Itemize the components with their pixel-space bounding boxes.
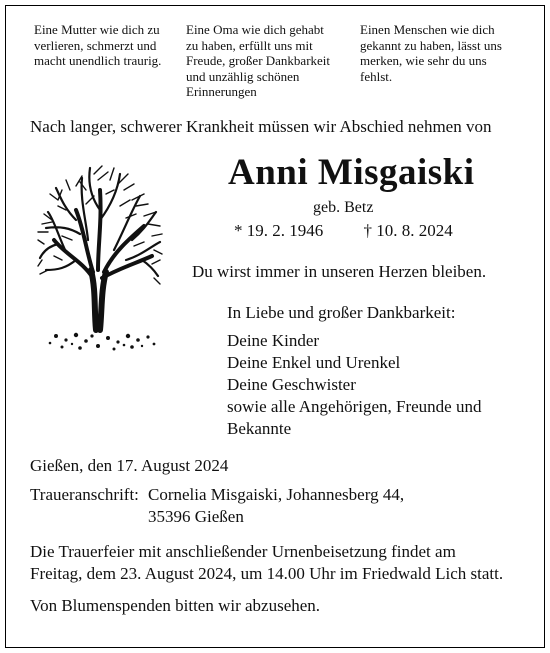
mourning-address <box>30 484 404 528</box>
quote-line: Eine Oma wie dich gehabt <box>186 22 324 37</box>
birth-date: * 19. 2. 1946 <box>234 221 324 240</box>
tree-icon <box>36 160 164 355</box>
quote-line: verlieren, schmerzt und <box>34 37 157 53</box>
deceased-name: Anni Misgaiski <box>228 152 475 193</box>
quote-line: merken, wie sehr du uns <box>360 53 487 68</box>
quote-line: macht unendlich traurig. <box>34 53 162 68</box>
service-line: Die Trauerfeier mit anschließender Urnenbeisetzung findet am <box>30 542 456 561</box>
quote-line: Einen Menschen wie dich <box>360 22 495 37</box>
birth-name: geb. Betz <box>313 199 374 216</box>
service-info <box>30 541 530 585</box>
address-label: Traueranschrift: <box>30 485 139 504</box>
quote-line: Erinnerungen <box>186 84 257 99</box>
quote-line: zu haben, erfüllt uns mit <box>186 37 313 53</box>
quote-grandmother <box>186 22 346 100</box>
quote-mother <box>34 22 174 69</box>
quote-line: fehlst. <box>360 68 393 84</box>
address-line-1: Cornelia Misgaiski, Johannesberg 44, <box>148 485 405 504</box>
quote-line: und unzählig schönen <box>186 68 300 84</box>
service-line: Freitag, dem 23. August 2024, um 14.00 Uhr im Friedwald Lich statt. <box>30 564 504 583</box>
flowers-note: Von Blumenspenden bitten wir abzusehen. <box>30 596 321 615</box>
mourner-line: Deine Geschwister <box>227 375 356 394</box>
thanks-line: In Liebe und großer Dankbarkeit: <box>227 303 456 322</box>
mourner-line: sowie alle Angehörigen, Freunde und <box>227 397 482 416</box>
mourner-line: Bekannte <box>227 419 292 438</box>
address-line-2: 35396 Gießen <box>148 507 244 526</box>
mourners-block <box>227 302 517 440</box>
quote-line: gekannt zu haben, lässt uns <box>360 37 502 53</box>
quote-line: Freude, großer Dankbarkeit <box>186 53 331 68</box>
place-date: Gießen, den 17. August 2024 <box>30 456 229 475</box>
mourner-line: Deine Enkel und Urenkel <box>227 353 401 372</box>
motto: Du wirst immer in unseren Herzen bleiben. <box>192 262 487 281</box>
intro-text: Nach langer, schwerer Krankheit müssen wir Abschied nehmen von <box>30 117 492 136</box>
life-dates <box>234 221 453 241</box>
mourner-line: Deine Kinder <box>227 331 320 350</box>
quote-person <box>360 22 520 84</box>
death-date: † 10. 8. 2024 <box>363 221 453 240</box>
quote-line: Eine Mutter wie dich zu <box>34 22 160 37</box>
